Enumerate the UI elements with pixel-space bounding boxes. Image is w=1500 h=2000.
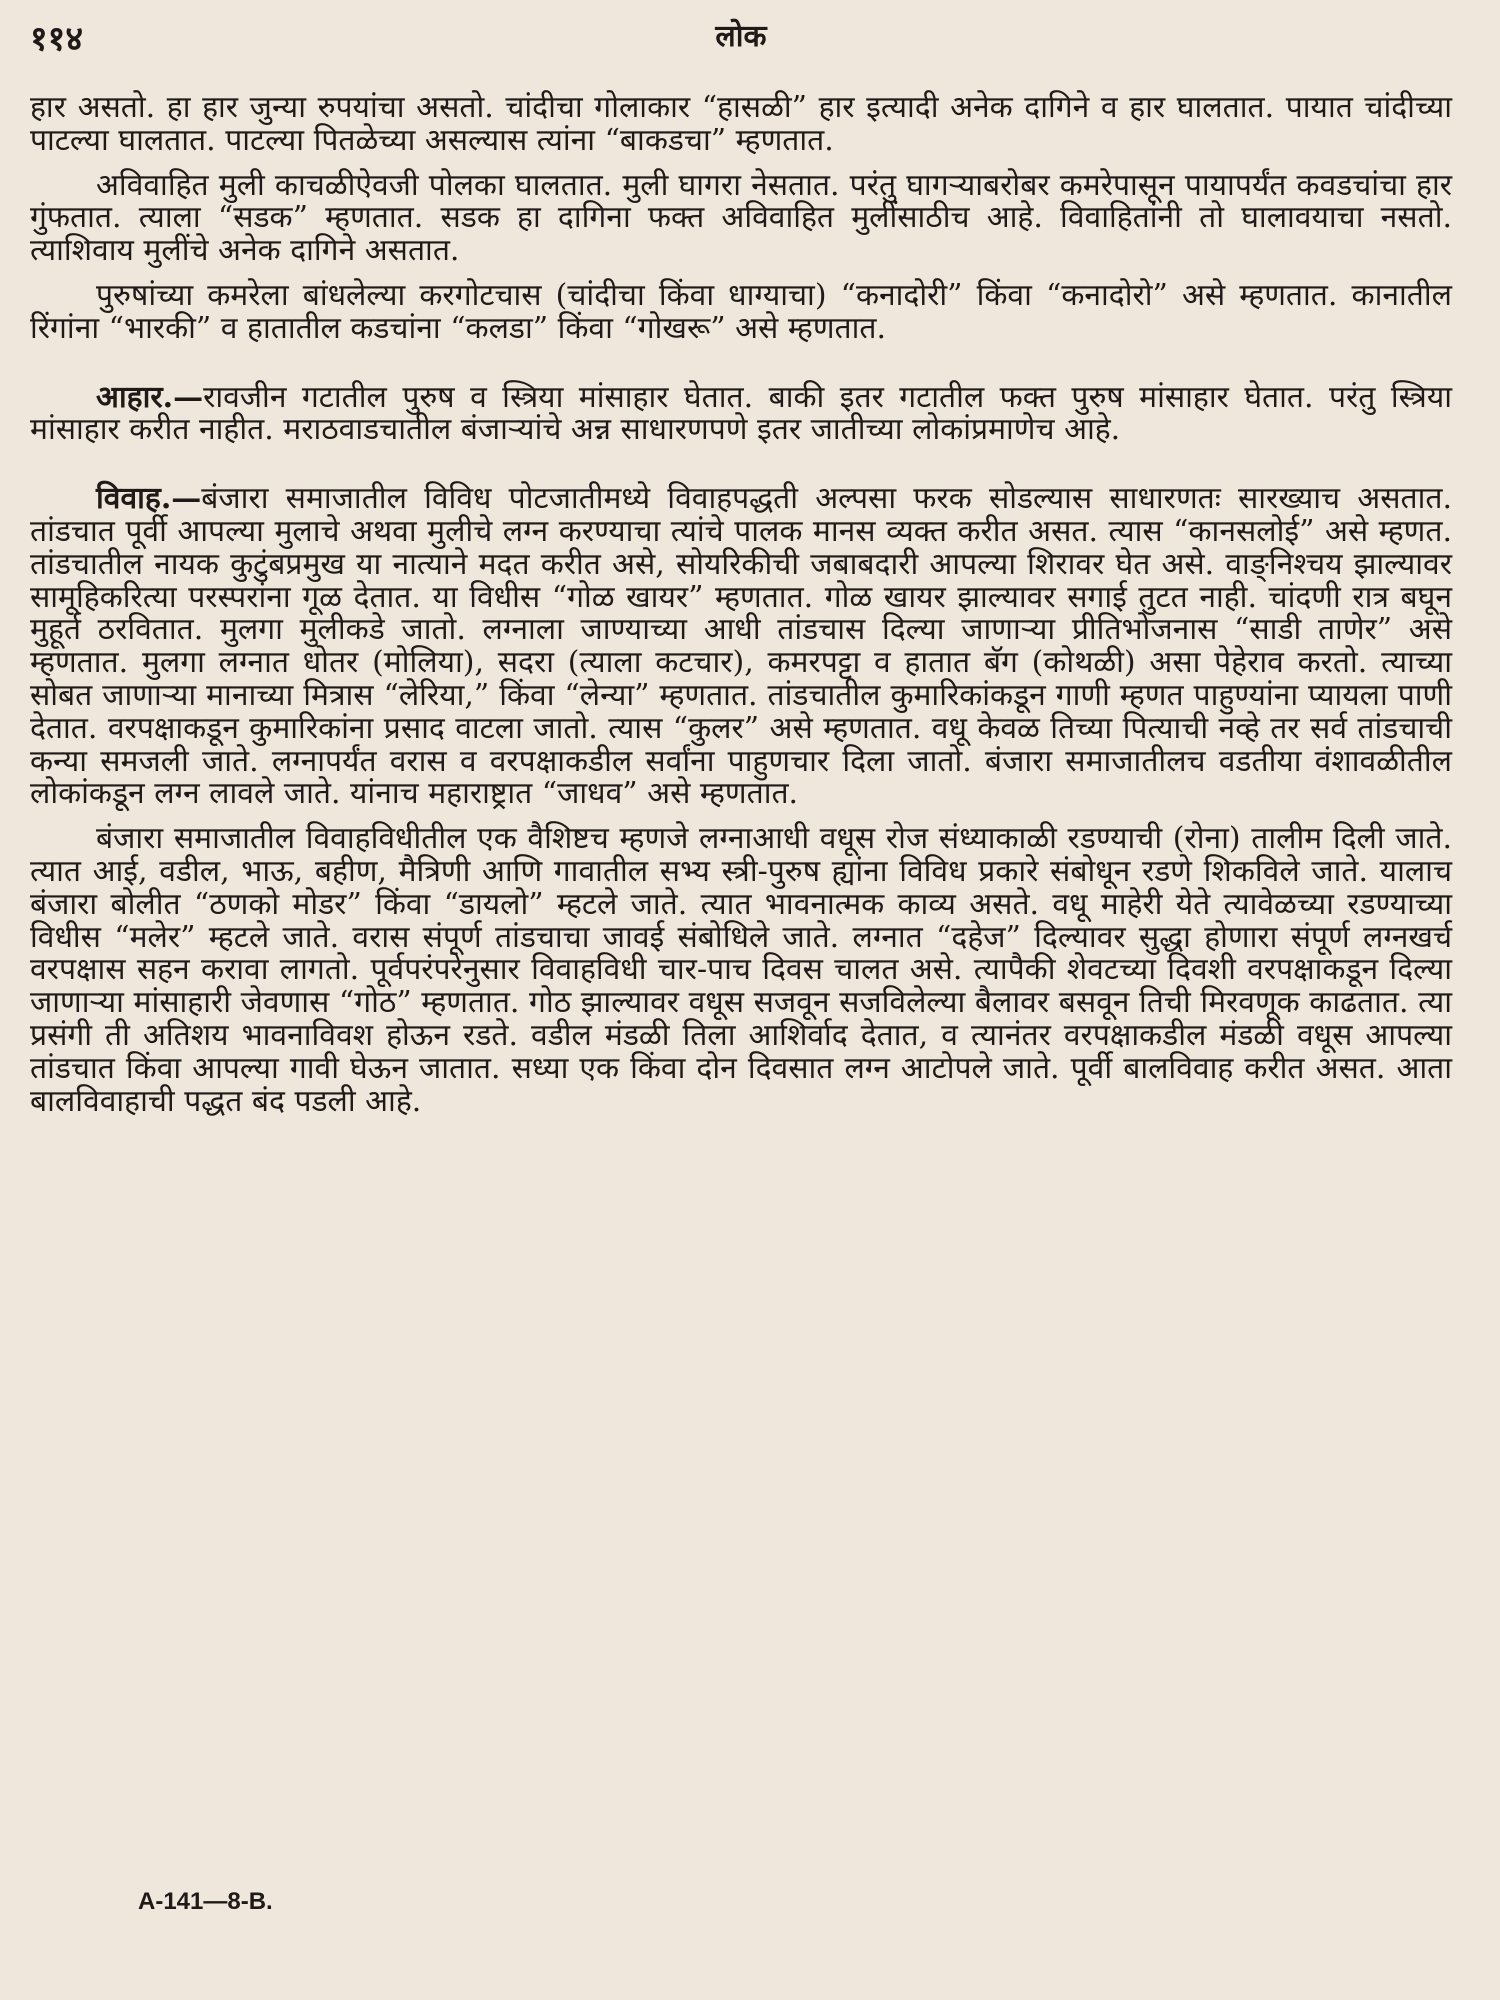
section-text-diet: रावजीन गटातील पुरुष व स्त्रिया मांसाहार घेतात. बाकी इतर गटातील फक्त पुरुष मांसाहार घेतात. परंतु स्त्रिया मांसाहार करीत नाहीत. मराठवाडचातील बंजाऱ्यांचे अन्न साधारणपणे इतर जातीच्या लोकांप्रमाणेच आहे. [30, 379, 1452, 448]
section-heading-diet: आहार.— [96, 379, 204, 415]
body-paragraph: हार असतो. हा हार जुन्या रुपयांचा असतो. चांदीचा गोलाकार “हासळी” हार इत्यादी अनेक दागिने व हार घालतात. पायात चांदीच्या पाटल्या घालतात. पाटल्या पितळेच्या असल्यास त्यांना “बाकडचा” म्हणतात. [30, 90, 1452, 158]
body-paragraph: पुरुषांच्या कमरेला बांधलेल्या करगोटचास (चांदीचा किंवा धाग्याचा) “कनादोरी” किंवा “कनादोरो” असे म्हणतात. कानातील रिंगांना “भारकी” व हातातील कडचांना “कलडा” किंवा “गोखरू” असे म्हणतात. [30, 277, 1452, 346]
page-body [30, 92, 1452, 1118]
running-head: लोक [715, 19, 767, 54]
page-header [30, 19, 1452, 78]
page-number: ११४ [30, 19, 84, 59]
section-heading-marriage: विवाह.— [96, 481, 202, 517]
section-text-marriage: बंजारा समाजातील विविध पोटजातीमध्ये विवाहपद्धती अल्पसा फरक सोडल्यास साधारणतः सारख्याच असतात. तांडचात पूर्वी आपल्या मुलाचे अथवा मुलीचे लग्न करण्याचा त्यांचे पालक मानस व्यक्त करीत असत. त्यास “कानसलोई” असे म्हणत. तांडचातील नायक कुटुंबप्रमुख या नात्याने मदत करीत असे, सोयरिकीची जबाबदारी आपल्या शिरावर घेत असे. वाङ्निश्चय झाल्यावर सामूहिकरित्या परस्परांना गूळ देतात. या विधीस “गोळ खायर” म्हणतात. गोळ खायर झाल्यावर सगाई तुटत नाही. चांदणी रात्र बघून मुहूर्त ठरवितात. मुलगा मुलीकडे जातो. लग्नाला जाण्याच्या आधी तांडचास दिल्या जाणाऱ्या प्रीतिभोजनास “साडी ताणेर” असे म्हणतात. मुलगा लग्नात धोतर (मोलिया), सदरा (त्याला कटचार), कमरपट्टा व हातात बॅग (कोथळी) असा पेहेराव करतो. त्याच्या सोबत जाणाऱ्या मानाच्या मित्रास “लेरिया,” किंवा “लेन्या” म्हणतात. तांडचातील कुमारिकांकडून गाणी म्हणत पाहुण्यांना प्यायला पाणी देतात. वरपक्षाकडून कुमारिकांना प्रसाद वाटला जातो. त्यास “कुलर” असे म्हणतात. वधू केवळ तिच्या पित्याची नव्हे तर सर्व तांडचाची कन्या समजली जाते. लग्नापर्यंत वरास व वरपक्षाकडील सर्वांना पाहुणचार दिला जातो. बंजारा समाजातीलच वडतीया वंशावळीतील लोकांकडून लग्न लावले जाते. यांनाच महाराष्ट्रात “जाधव” असे म्हणतात. [30, 481, 1452, 812]
section-paragraph-diet [30, 379, 1452, 448]
body-paragraph: अविवाहित मुली काचळीऐवजी पोलका घालतात. मुली घागरा नेसतात. परंतु घागऱ्याबरोबर कमरेपासून पायापर्यंत कवडचांचा हार गुंफतात. त्याला “सडक” म्हणतात. सडक हा दागिना फक्त अविवाहित मुलींसाठीच आहे. विवाहितांनी तो घालावयाचा नसतो. त्याशिवाय मुलींचे अनेक दागिने असतात. [30, 167, 1452, 269]
footer-code: A-141—8-B. [138, 1888, 273, 1915]
body-paragraph: बंजारा समाजातील विवाहविधीतील एक वैशिष्टच म्हणजे लग्नाआधी वधूस रोज संध्याकाळी रडण्याची (रोना) तालीम दिली जाते. त्यात आई, वडील, भाऊ, बहीण, मैत्रिणी आणि गावातील सभ्य स्त्री-पुरुष ह्यांना विविध प्रकारे संबोधून रडणे शिकविले जाते. यालाच बंजारा बोलीत “ठणको मोडर” किंवा “डायलो” म्हटले जाते. त्यात भावनात्मक काव्य असते. वधू माहेरी येते त्यावेळच्या रडण्याच्या विधीस “मलेर” म्हटले जाते. वरास संपूर्ण तांडचाचा जावई संबोधिले जाते. लग्नात “दहेज” दिल्यावर सुद्धा होणारा संपूर्ण लग्नखर्च वरपक्षास सहन करावा लागतो. पूर्वपरंपरेनुसार विवाहविधी चार-पाच दिवस चालत असे. त्यापैकी शेवटच्या दिवशी वरपक्षाकडून दिल्या जाणाऱ्या मांसाहारी जेवणास “गोठ” म्हणतात. गोठ झाल्यावर वधूस सजवून सजविलेल्या बैलावर बसवून तिची मिरवणूक काढतात. त्या प्रसंगी ती अतिशय भावनाविवश होऊन रडते. वडील मंडळी तिला आशिर्वाद देतात, व त्यानंतर वरपक्षाकडील मंडळी वधूस आपल्या तांडचात किंवा आपल्या गावी घेऊन जातात. सध्या एक किंवा दोन दिवसात लग्न आटोपले जाते. पूर्वी बालविवाह करीत असत. आता बालविवाहाची पद्धत बंद पडली आहे. [30, 821, 1452, 1119]
section-paragraph-marriage [30, 483, 1452, 811]
